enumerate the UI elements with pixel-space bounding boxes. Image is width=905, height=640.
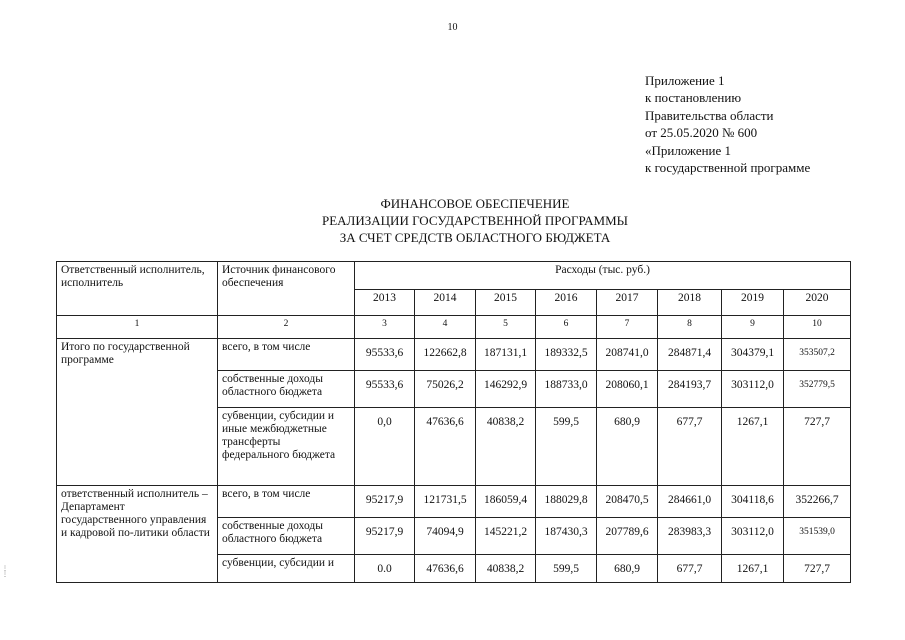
year-header: 2020 xyxy=(784,290,851,316)
value-cell: 303112,0 xyxy=(722,518,784,555)
year-header: 2015 xyxy=(476,290,536,316)
value-cell: 284661,0 xyxy=(658,486,722,518)
value-cell: 95217,9 xyxy=(355,486,415,518)
column-number: 3 xyxy=(355,316,415,339)
executor-cell: ответственный исполнитель – Департамент государственного управления и кадровой по-литики области xyxy=(57,486,218,583)
value-cell: 75026,2 xyxy=(415,371,476,408)
column-number: 6 xyxy=(536,316,597,339)
source-cell: всего, в том числе xyxy=(218,486,355,518)
executor-cell: Итого по государственной программе xyxy=(57,339,218,486)
value-cell: 727,7 xyxy=(784,555,851,583)
margin-marks: ⋮ ⋮ xyxy=(2,566,8,578)
header-executor: Ответственный исполнитель, исполнитель xyxy=(57,262,218,316)
column-number: 9 xyxy=(722,316,784,339)
column-number: 8 xyxy=(658,316,722,339)
appendix-line: от 25.05.2020 № 600 xyxy=(645,125,758,141)
source-cell: всего, в том числе xyxy=(218,339,355,371)
value-cell: 208060,1 xyxy=(597,371,658,408)
value-cell: 0.0 xyxy=(355,555,415,583)
document-title xyxy=(0,195,905,246)
value-cell: 40838,2 xyxy=(476,555,536,583)
value-cell: 208470,5 xyxy=(597,486,658,518)
value-cell: 680,9 xyxy=(597,555,658,583)
value-cell: 207789,6 xyxy=(597,518,658,555)
value-cell: 188733,0 xyxy=(536,371,597,408)
value-cell: 188029,8 xyxy=(536,486,597,518)
value-cell: 677,7 xyxy=(658,408,722,486)
value-cell: 284871,4 xyxy=(658,339,722,371)
value-cell: 351539,0 xyxy=(784,518,851,555)
value-cell: 74094,9 xyxy=(415,518,476,555)
value-cell: 187430,3 xyxy=(536,518,597,555)
value-cell: 47636,6 xyxy=(415,555,476,583)
year-header: 2018 xyxy=(658,290,722,316)
title-line: РЕАЛИЗАЦИИ ГОСУДАРСТВЕННОЙ ПРОГРАММЫ xyxy=(322,213,628,228)
year-header: 2013 xyxy=(355,290,415,316)
appendix-line: Правительства области xyxy=(645,107,774,123)
value-cell: 122662,8 xyxy=(415,339,476,371)
header-expenses: Расходы (тыс. руб.) xyxy=(355,262,851,290)
value-cell: 1267,1 xyxy=(722,555,784,583)
title-line: ЗА СЧЕТ СРЕДСТВ ОБЛАСТНОГО БЮДЖЕТА xyxy=(339,230,611,245)
value-cell: 352779,5 xyxy=(784,371,851,408)
value-cell: 208741,0 xyxy=(597,339,658,371)
value-cell: 680,9 xyxy=(597,408,658,486)
value-cell: 353507,2 xyxy=(784,339,851,371)
value-cell: 95533,6 xyxy=(355,371,415,408)
value-cell: 727,7 xyxy=(784,408,851,486)
value-cell: 95217,9 xyxy=(355,518,415,555)
page-number: 10 xyxy=(447,22,458,33)
source-cell: субвенции, субсидии и xyxy=(218,555,355,583)
column-number: 4 xyxy=(415,316,476,339)
value-cell: 1267,1 xyxy=(722,408,784,486)
appendix-line: к постановлению xyxy=(645,90,742,106)
year-header: 2017 xyxy=(597,290,658,316)
value-cell: 146292,9 xyxy=(476,371,536,408)
header-source: Источник финансового обеспечения xyxy=(218,262,355,316)
table-row xyxy=(57,486,851,518)
source-cell: собственные доходы областного бюджета xyxy=(218,371,355,408)
value-cell: 47636,6 xyxy=(415,408,476,486)
appendix-block xyxy=(645,72,810,176)
value-cell: 121731,5 xyxy=(415,486,476,518)
value-cell: 677,7 xyxy=(658,555,722,583)
column-number: 2 xyxy=(218,316,355,339)
value-cell: 40838,2 xyxy=(476,408,536,486)
title-line: ФИНАНСОВОЕ ОБЕСПЕЧЕНИЕ xyxy=(380,196,570,211)
appendix-line: к государственной программе xyxy=(645,160,811,176)
column-number-row xyxy=(57,316,851,339)
year-header: 2019 xyxy=(722,290,784,316)
column-number: 5 xyxy=(476,316,536,339)
source-cell: субвенции, субсидии и иные межбюджетные трансферты федерального бюджета xyxy=(218,408,355,486)
value-cell: 0,0 xyxy=(355,408,415,486)
value-cell: 304379,1 xyxy=(722,339,784,371)
value-cell: 95533,6 xyxy=(355,339,415,371)
value-cell: 186059,4 xyxy=(476,486,536,518)
column-number: 7 xyxy=(597,316,658,339)
value-cell: 599,5 xyxy=(536,555,597,583)
value-cell: 145221,2 xyxy=(476,518,536,555)
column-number: 10 xyxy=(784,316,851,339)
table-row xyxy=(57,339,851,371)
appendix-line: «Приложение 1 xyxy=(645,142,732,158)
financing-table xyxy=(56,261,851,583)
value-cell: 599,5 xyxy=(536,408,597,486)
value-cell: 187131,1 xyxy=(476,339,536,371)
appendix-line: Приложение 1 xyxy=(645,73,725,88)
value-cell: 352266,7 xyxy=(784,486,851,518)
source-cell: собственные доходы областного бюджета xyxy=(218,518,355,555)
year-header: 2016 xyxy=(536,290,597,316)
column-number: 1 xyxy=(57,316,218,339)
value-cell: 283983,3 xyxy=(658,518,722,555)
value-cell: 189332,5 xyxy=(536,339,597,371)
year-header: 2014 xyxy=(415,290,476,316)
value-cell: 304118,6 xyxy=(722,486,784,518)
value-cell: 284193,7 xyxy=(658,371,722,408)
value-cell: 303112,0 xyxy=(722,371,784,408)
